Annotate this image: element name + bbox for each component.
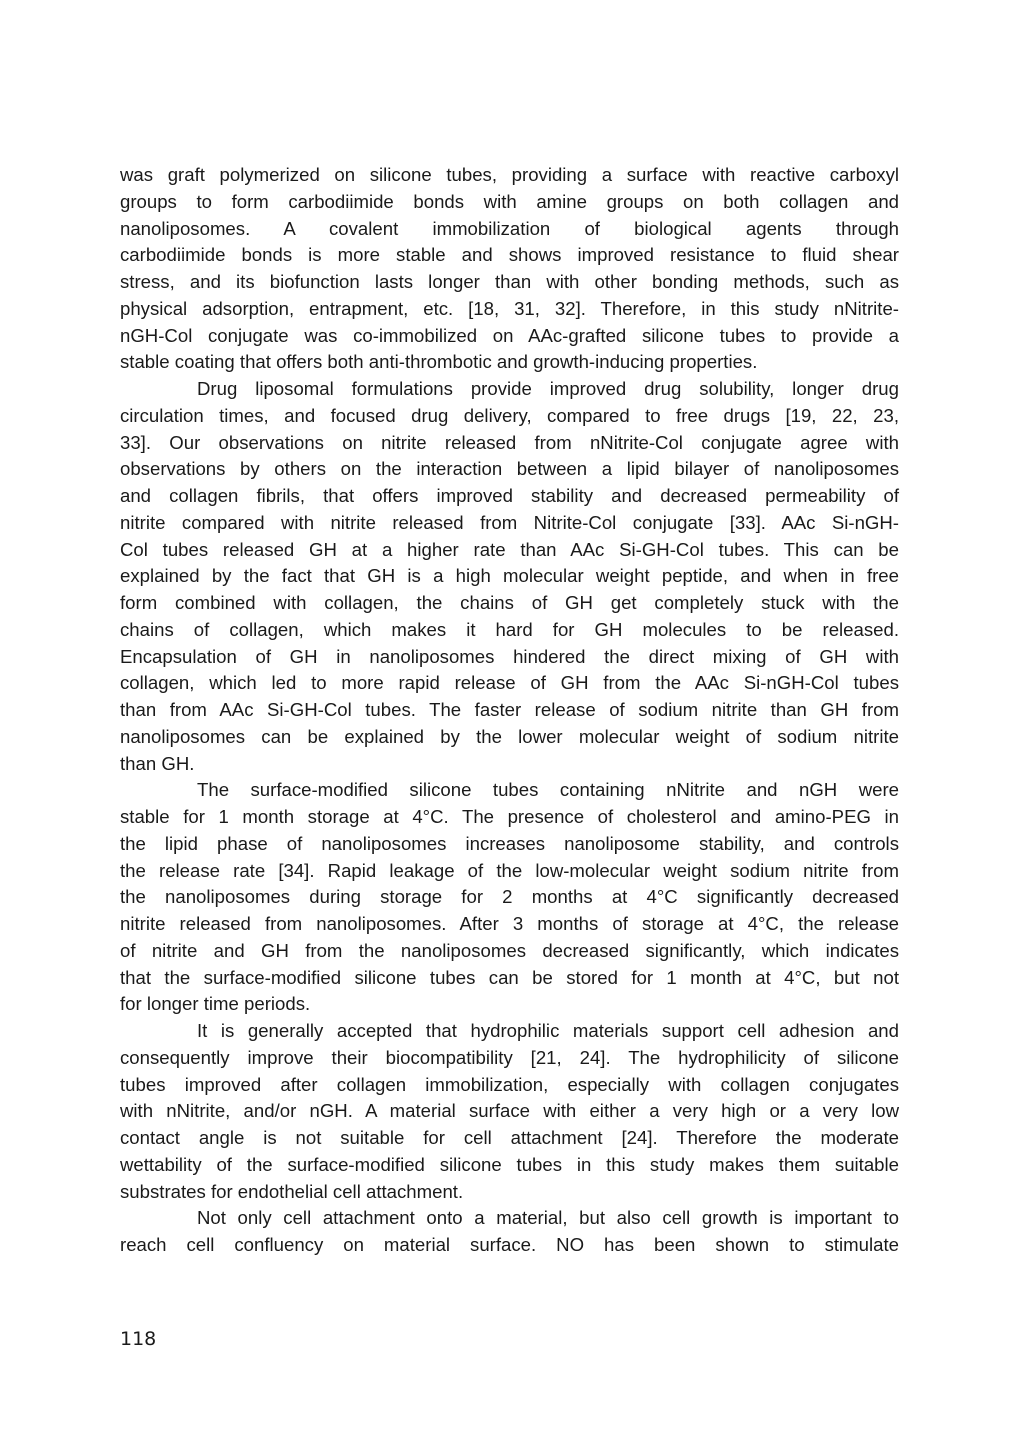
paragraph (120, 376, 899, 777)
paragraph (120, 1205, 899, 1259)
text-line: and collagen fibrils, that offers improved stability and decreased permeability of (120, 485, 899, 506)
text-line: nitrite released from nanoliposomes. After 3 months of storage at 4°C, the release (120, 913, 899, 934)
text-line: contact angle is not suitable for cell attachment [24]. Therefore the moderate (120, 1127, 899, 1148)
text-line: Not only cell attachment onto a material, but also cell growth is important to (197, 1207, 899, 1229)
text-line: stress, and its biofunction lasts longer than with other bonding methods, such as (120, 271, 899, 292)
text-line: nGH-Col conjugate was co-immobilized on AAc-grafted silicone tubes to provide a (120, 324, 899, 346)
text-line: Col tubes released GH at a higher rate than AAc Si-GH-Col tubes. This can be (120, 538, 899, 560)
text-line: circulation times, and focused drug delivery, compared to free drugs [19, 22, 23, (120, 404, 899, 426)
text-line: tubes improved after collagen immobilization, especially with collagen conjugates (120, 1073, 899, 1095)
text-line: wettability of the surface-modified silicone tubes in this study makes them suitable (120, 1153, 899, 1175)
text-line: for longer time periods. (120, 993, 311, 1015)
text-line: explained by the fact that GH is a high molecular weight peptide, and when in free (120, 565, 899, 587)
text-line: the release rate [34]. Rapid leakage of the low-molecular weight sodium nitrite from (120, 859, 899, 881)
text-line: groups to form carbodiimide bonds with amine groups on both collagen and (120, 190, 899, 212)
text-line: stable coating that offers both anti-thrombotic and growth-inducing properties. (120, 351, 758, 373)
text-line: consequently improve their biocompatibility [21, 24]. The hydrophilicity of silicone (120, 1046, 899, 1068)
text-line: physical adsorption, entrapment, etc. [18, 31, 32]. Therefore, in this study nNitrite- (120, 297, 899, 319)
text-line: collagen, which led to more rapid release of GH from the AAc Si-nGH-Col tubes (120, 672, 899, 694)
text-line: of nitrite and GH from the nanoliposomes decreased significantly, which indicates (120, 939, 899, 961)
text-line: nitrite compared with nitrite released from Nitrite-Col conjugate [33]. AAc Si-nGH- (120, 511, 899, 533)
page-number: 118 (120, 1328, 157, 1350)
text-line: that the surface-modified silicone tubes can be stored for 1 month at 4°C, but not (120, 966, 899, 988)
text-line: substrates for endothelial cell attachment. (120, 1180, 464, 1202)
text-line: stable for 1 month storage at 4°C. The presence of cholesterol and amino-PEG in (120, 806, 899, 827)
text-line: carbodiimide bonds is more stable and shows improved resistance to fluid shear (120, 244, 899, 266)
text-line: with nNitrite, and/or nGH. A material surface with either a very high or a very low (120, 1100, 899, 1122)
paragraph (120, 1018, 899, 1205)
text-line: It is generally accepted that hydrophilic materials support cell adhesion and (197, 1020, 899, 1041)
text-line: Drug liposomal formulations provide improved drug solubility, longer drug (197, 378, 899, 399)
paragraph (120, 777, 899, 1018)
text-line: 33]. Our observations on nitrite released from nNitrite-Col conjugate agree with (120, 431, 899, 453)
paragraph (120, 162, 899, 376)
text-line: chains of collagen, which makes it hard for GH molecules to be released. (120, 618, 899, 640)
text-line: than from AAc Si-GH-Col tubes. The faster release of sodium nitrite than GH from (120, 699, 899, 720)
text-line: the nanoliposomes during storage for 2 months at 4°C significantly decreased (120, 886, 899, 908)
text-line: observations by others on the interaction between a lipid bilayer of nanoliposomes (120, 458, 899, 480)
text-line: reach cell confluency on material surface. NO has been shown to stimulate (120, 1234, 899, 1255)
text-line: than GH. (120, 752, 195, 774)
text-line: form combined with collagen, the chains of GH get completely stuck with the (120, 592, 899, 613)
text-line: The surface-modified silicone tubes containing nNitrite and nGH were (197, 779, 899, 801)
text-line: the lipid phase of nanoliposomes increases nanoliposome stability, and controls (120, 832, 899, 854)
text-line: nanoliposomes can be explained by the lower molecular weight of sodium nitrite (120, 725, 899, 747)
text-line: Encapsulation of GH in nanoliposomes hindered the direct mixing of GH with (120, 645, 899, 667)
text-line: nanoliposomes. A covalent immobilization of biological agents through (120, 217, 899, 239)
text-line: was graft polymerized on silicone tubes, providing a surface with reactive carboxyl (120, 164, 899, 185)
body-text (120, 162, 899, 1259)
